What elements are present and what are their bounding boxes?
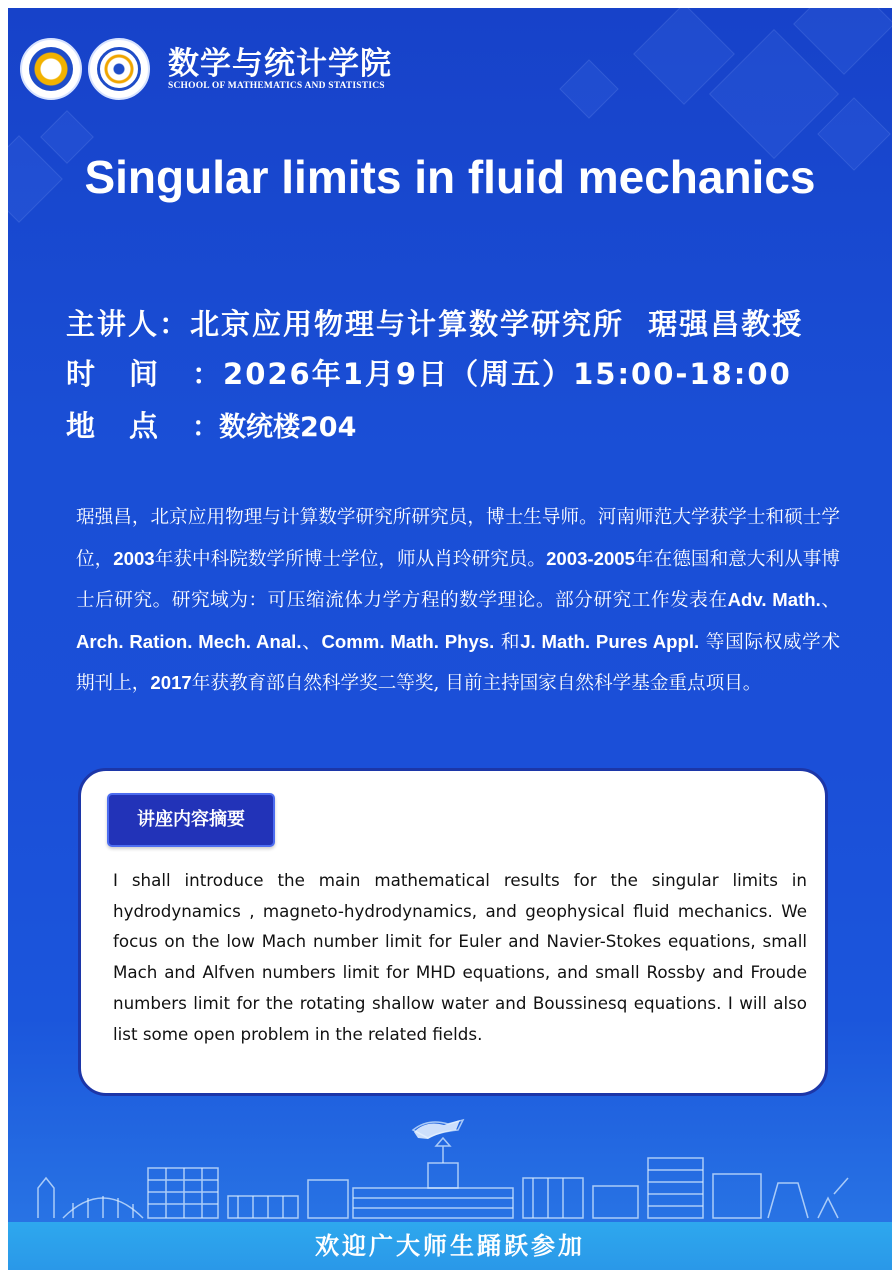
university-logo-icon — [20, 38, 82, 100]
poster — [8, 8, 892, 1270]
bio-text: 、 — [301, 631, 322, 653]
bio-text: 年在德国和意大利从事博士后研究。研究域为：可压缩流体力学方程的数学理论。部分研究工作发表在 — [76, 548, 840, 611]
bio-text: 、 — [820, 590, 840, 611]
school-logo-icon — [88, 38, 150, 100]
time-line — [66, 352, 792, 393]
speaker-label: 主讲人： — [66, 307, 191, 341]
place-value: ：数统楼204 — [192, 412, 357, 443]
bio-text: 等国际权威学术期刊上， — [76, 631, 840, 694]
time-value: ：2026年1月9日（周五）15:00-18:00 — [192, 357, 792, 391]
abstract-box — [78, 768, 828, 1096]
bio-bold: Arch. Ration. Mech. Anal. — [76, 630, 302, 652]
campus-skyline — [8, 1108, 892, 1222]
bio-text: 年获教育部自然科学奖二等奖, 目前主持国家自然科学基金重点项目。 — [191, 673, 762, 694]
horse-statue-icon — [414, 1120, 460, 1139]
place-line — [66, 404, 356, 445]
bio-bold: 2003-2005 — [546, 547, 635, 569]
speaker-bio — [76, 498, 840, 705]
bio-bold: 2017 — [150, 672, 192, 693]
header — [20, 38, 392, 100]
abstract-text: I shall introduce the main mathematical results for the singular limits in hydrodynamics , magneto-hydrodynamics, and geophysical fluid mechanics. We focus on the low Mach number limit for Euler and Navier-Stokes equations, small Mach and Alfven numbers limit for MHD equations, and small Rossby and Froude numbers limit for the rotating shallow water and Boussinesq equations. I will also list some open problem in the related fields. — [113, 870, 807, 1044]
time-label: 时间 — [66, 357, 193, 391]
bio-bold: J. Math. Pures Appl. — [520, 630, 700, 652]
school-name-cn: 数学与统计学院 — [168, 46, 392, 82]
footer-banner: 欢迎广大师生踊跃参加 — [8, 1222, 892, 1270]
school-name — [168, 47, 392, 91]
bio-bold: Adv. Math. — [727, 589, 821, 610]
speaker-value: 北京应用物理与计算数学研究所 琚强昌教授 — [190, 307, 804, 341]
lecture-title: Singular limits in fluid mechanics — [84, 151, 816, 203]
bio-text: 年获中科院数学所博士学位，师从肖玲研究员。 — [154, 548, 547, 570]
decor-diamond — [559, 59, 618, 118]
bio-text: 和 — [494, 631, 521, 653]
school-name-en: SCHOOL OF MATHEMATICS AND STATISTICS — [168, 81, 385, 91]
abstract-heading: 讲座内容摘要 — [107, 793, 275, 847]
bio-text: 琚强昌，北京应用物理与计算数学研究所研究员，博士生导师。河南师范大学获学士和硕士学位， — [76, 507, 840, 570]
bio-bold: Comm. Math. Phys. — [321, 630, 495, 652]
bio-bold: 2003 — [113, 547, 155, 569]
place-label: 地点 — [66, 409, 193, 443]
speaker-line — [66, 302, 803, 343]
